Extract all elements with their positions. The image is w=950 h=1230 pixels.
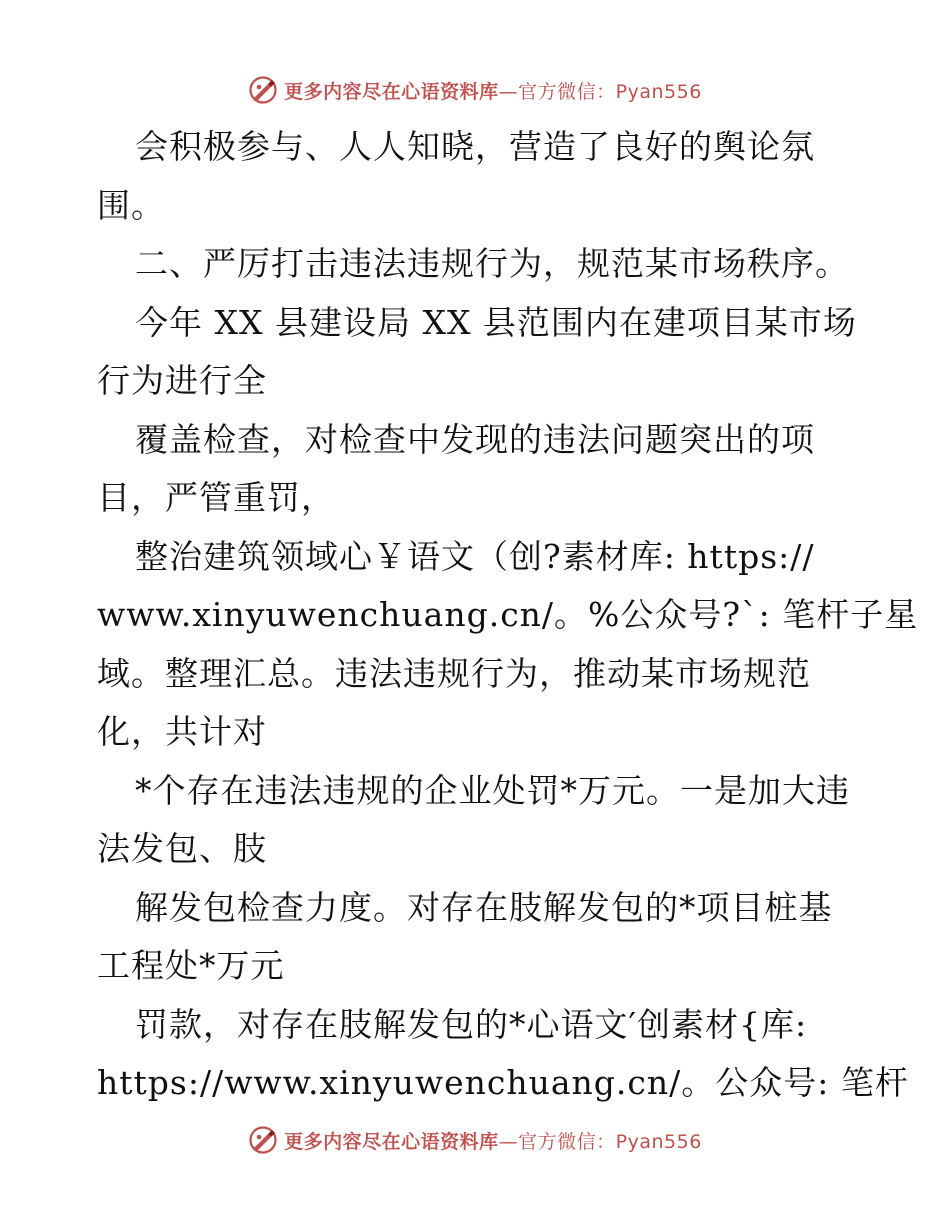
text-line: 解发包检查力度。对存在肢解发包的*项目桩基 bbox=[135, 887, 833, 927]
pen-logo-icon bbox=[248, 75, 278, 105]
header-separator: — bbox=[498, 80, 519, 103]
text-line: www.xinyuwenchuang.cn/。%公众号?`: 笔杆子星 bbox=[97, 595, 919, 634]
text-line: 二、严厉打击违法违规行为，规范某市场秩序。 bbox=[135, 244, 849, 283]
text-line: 行为进行全 bbox=[97, 361, 267, 400]
text-line: 化，共计对 bbox=[97, 712, 267, 751]
pen-logo-icon bbox=[248, 1125, 278, 1155]
text-line: 围。 bbox=[97, 185, 165, 225]
document-body bbox=[97, 118, 919, 1113]
text-line: 会积极参与、人人知晓，营造了良好的舆论氛 bbox=[135, 127, 815, 166]
text-line: 覆盖检查，对检查中发现的违法问题突出的项 bbox=[135, 419, 815, 459]
text-line: 目，严管重罚， bbox=[97, 478, 335, 517]
text-line: 罚款，对存在肢解发包的*心语文′创素材{库: bbox=[135, 1004, 808, 1044]
text-line: *个存在违法违规的企业处罚*万元。一是加大违 bbox=[135, 770, 850, 810]
text-line: https://www.xinyuwenchuang.cn/。公众号: 笔杆 bbox=[97, 1063, 909, 1102]
text-line: 域。整理汇总。违法违规行为，推动某市场规范 bbox=[97, 653, 811, 693]
text-line: 工程处*万元 bbox=[97, 946, 285, 985]
text-line: 整治建筑领域心￥语文（创?素材库: https:// bbox=[135, 536, 815, 576]
header-banner bbox=[0, 70, 950, 110]
footer-brand-text: 更多内容尽在心语资料库 bbox=[284, 1130, 499, 1153]
footer-separator: — bbox=[498, 1130, 519, 1153]
header-brand-text: 更多内容尽在心语资料库 bbox=[284, 80, 499, 103]
header-contact-text: 官方微信：Pyan556 bbox=[518, 80, 702, 103]
text-line: 今年 XX 县建设局 XX 县范围内在建项目某市场 bbox=[135, 302, 857, 342]
footer-banner bbox=[0, 1120, 950, 1160]
text-line: 法发包、肢 bbox=[97, 829, 267, 868]
footer-contact-text: 官方微信：Pyan556 bbox=[518, 1130, 702, 1153]
